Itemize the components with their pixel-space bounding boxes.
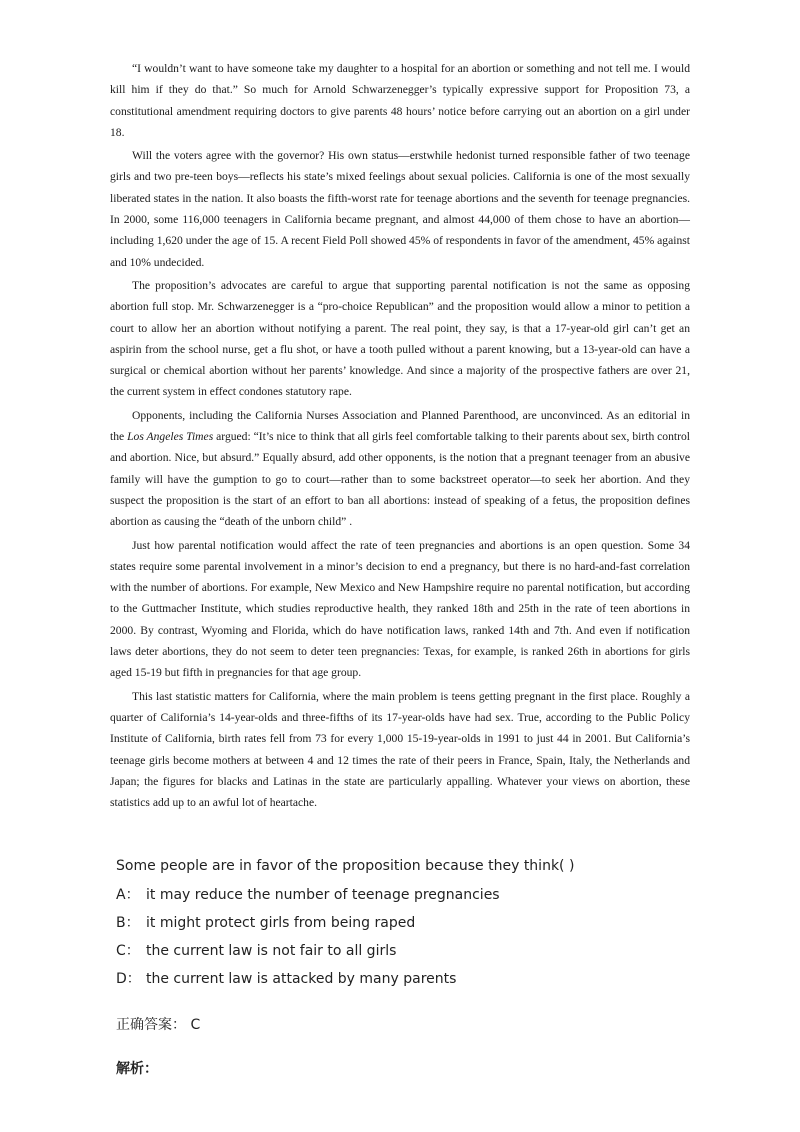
option-a-key: A： — [116, 887, 140, 903]
passage-paragraph-2: Will the voters agree with the governor? His own status—erstwhile hedonist turned responsible father of two teenage girls and two pre-teen boys—reflects his state’s mixed feelings about sexual policies. California is one of the most sexually liberated states in the nation. It also boasts the fifth-worst rate for teenage abortions and the seventh for teenage pregnancies. In 2000, some 116,000 teenagers in California became pregnant, and almost 44,000 of them chose to have an abortion—including 1,620 under the age of 15. A recent Field Poll showed 45% of respondents in favor of the amendment, 45% against and 10% undecided. — [110, 149, 690, 269]
passage-scan — [110, 58, 690, 815]
newspaper-title: Los Angeles Times — [127, 430, 214, 444]
option-c[interactable] — [116, 940, 716, 960]
correct-answer-label: 正确答案： — [116, 1017, 186, 1033]
option-b-key: B： — [116, 915, 140, 931]
passage-paragraph-3: The proposition’s advocates are careful to argue that supporting parental notification is not the same as opposing abortion full stop. Mr. Schwarzenegger is a “pro-choice Republican” and the proposition would allow a minor to petition a court to allow her an abortion without notifying a parent. The real point, they say, is that a 17-year-old girl can’t get an aspirin from the school nurse, get a flu shot, or have a tooth pulled without a parent knowing, but a 13-year-old can have a surgical or chemical abortion without her parents’ knowledge. And since a majority of the prospective fathers are over 21, the current system in effect condones statutory rape. — [110, 278, 690, 399]
passage-paragraph-1: “I wouldn’t want to have someone take my daughter to a hospital for an abortion or something and not tell me. I would kill him if they do that.” So much for Arnold Schwarzenegger’s typically expressive support for Proposition 73, a constitutional amendment requiring doctors to give parents 48 hours’ notice before carrying out an abortion on a girl under 18. — [110, 62, 690, 139]
option-b-text: it might protect girls from being raped — [146, 915, 416, 931]
option-d-key: D： — [116, 971, 141, 987]
correct-answer-value: C — [190, 1017, 201, 1033]
option-b[interactable] — [116, 912, 716, 932]
passage-paragraph-4 — [110, 405, 690, 533]
option-c-key: C： — [116, 943, 140, 959]
explanation-label: 解析： — [116, 1061, 158, 1077]
passage-paragraph-4-end: argued: “It’s nice to think that all girls feel comfortable talking to their parents about sex, birth control and abortion. Nice, but absurd.” Equally absurd, add other opponents, is the notion that a pregnant teenager from an abusive family will have the gumption to go to court—rather than to some backstreet operator—to seek her abortion. And they suspect the proposition is the start of an effort to ban all abortions: instead of speaking of a fetus, the proposition defines abortion as causing the “death of the unborn child” . — [110, 430, 690, 529]
option-a-text: it may reduce the number of teenage pregnancies — [146, 887, 500, 903]
passage-paragraph-4-start: Opponents, including the California Nurses Association and Planned Parenthood, are unconvinced. As an editorial in the — [110, 408, 690, 444]
option-d-text: the current law is attacked by many parents — [146, 971, 457, 987]
option-a[interactable] — [116, 884, 716, 904]
passage-paragraph-5: Just how parental notification would affect the rate of teen pregnancies and abortions is an open question. Some 34 states require some parental involvement in a minor’s decision to end a pregnancy, but there is no hard-and-fast correlation with the number of abortions. For example, New Mexico and New Hampshire require no parental notification, but according to the Guttmacher Institute, which studies reproductive health, they ranked 18th and 25th in the rate of teen abortions in 2000. By contrast, Wyoming and Florida, which do have notification laws, ranked 14th and 7th. And even if notification laws deter abortions, they do not seem to deter teen pregnancies: Texas, for example, is ranked 26th in abortions for girls aged 15-19 but fifth in pregnancies for that age group. — [110, 538, 690, 680]
option-d[interactable] — [116, 968, 716, 988]
option-c-text: the current law is not fair to all girls — [146, 943, 397, 959]
question-stem: Some people are in favor of the proposition because they think( ) — [116, 858, 575, 874]
passage-paragraph-6: This last statistic matters for California, where the main problem is teens getting pregnant in the first place. Roughly a quarter of California’s 14-year-olds and three-fifths of its 17-year-olds have had sex. True, according to the Public Policy Institute of California, birth rates fell from 73 for every 1,000 15-19-year-olds in 1991 to just 44 in 2001. But California’s teenage girls become mothers at between 4 and 12 times the rate of their peers in France, Spain, Italy, the Netherlands and Japan; the figures for blacks and Latinas in the state are particularly appalling. Whatever your views on abortion, these statistics add up to an awful lot of heartache. — [110, 689, 690, 810]
question-block — [116, 858, 716, 1078]
correct-answer — [116, 1014, 716, 1034]
